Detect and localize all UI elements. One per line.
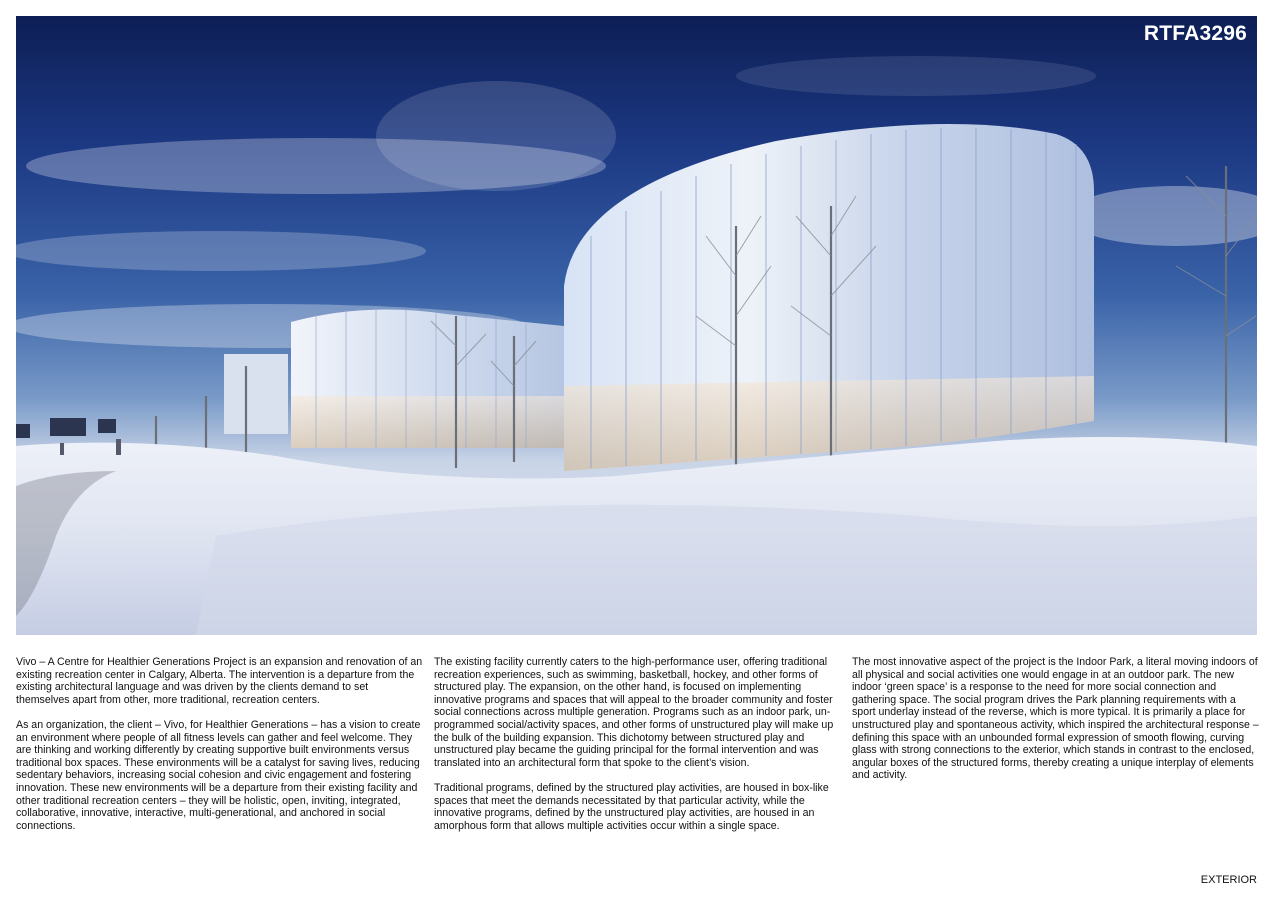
distant-houses	[16, 418, 116, 438]
small-building	[224, 354, 288, 434]
paragraph: As an organization, the client – Vivo, for Healthier Generations – has a vision to create an environment where people of all fitness levels can gather and feel welcome. They are thinking and working differently by creating supportive built environments versus traditional box spaces. These environments will be a catalyst for saving lives, reducing sedentary behaviors, increasing social cohesion and civic engagement and fostering innovation. These new environments will be a departure from their existing facility and other traditional recreation centers – they will be holistic, open, inviting, integrated, collaborative, innovative, interactive, multi-generational, and anchored in social connections.	[16, 718, 421, 832]
paragraph: The existing facility currently caters to the high-performance user, offering traditional recreation experiences, such as swimming, basketball, hockey, and other forms of structured play. The expansion, on the other hand, is focused on implementing innovative programs and spaces that will appeal to the broader community and foster social connections across multiple generation. Programs such as an indoor park, un-programmed social/activity spaces, and other forms of unstructured play will make up the bulk of the building expansion. This dichotomy between structured play and unstructured play became the guiding principal for the formal intervention and was translated into an architectural form that spoke to the client’s vision.	[434, 656, 834, 769]
exterior-rendering	[16, 16, 1257, 635]
text-column-3	[852, 656, 1260, 795]
text-column-2	[434, 656, 842, 845]
paragraph: Traditional programs, defined by the structured play activities, are housed in box-like spaces that meet the demands necessitated by that particular activity, while the innovative programs, defined by the unstructured play activities, are housed in an amorphous form that allows multiple activities occur within a single space.	[434, 781, 829, 832]
rendering-illustration	[16, 16, 1257, 635]
text-column-1	[16, 656, 424, 845]
project-code: RTFA3296	[1143, 22, 1247, 45]
paragraph: The most innovative aspect of the project is the Indoor Park, a literal moving indoors of all physical and social activities one would engage in at an outdoor park. The new indoor ‘green space’ is a response to the need for more social connection and gathering space. The social program drives the Park planning requirements with a sport underlay instead of the reverse, which is more typical. It is primarily a place for unstructured play and spontaneous activity, which inspired the architectural response – defining this space with an unbounded formal expression of smooth flowing, curving glass with strong connections to the exterior, which stands in contrast to the enclosed, angular boxes of the structured forms, thereby creating a unique interplay of elements and activity.	[852, 656, 1259, 782]
paragraph: Vivo – A Centre for Healthier Generations Project is an expansion and renovation of an existing recreation center in Calgary, Alberta. The intervention is a departure from the existing architectural language and was driven by the clients demand to set themselves apart from other, more traditional, recreation centers.	[16, 656, 423, 706]
image-caption: EXTERIOR	[1200, 874, 1257, 886]
